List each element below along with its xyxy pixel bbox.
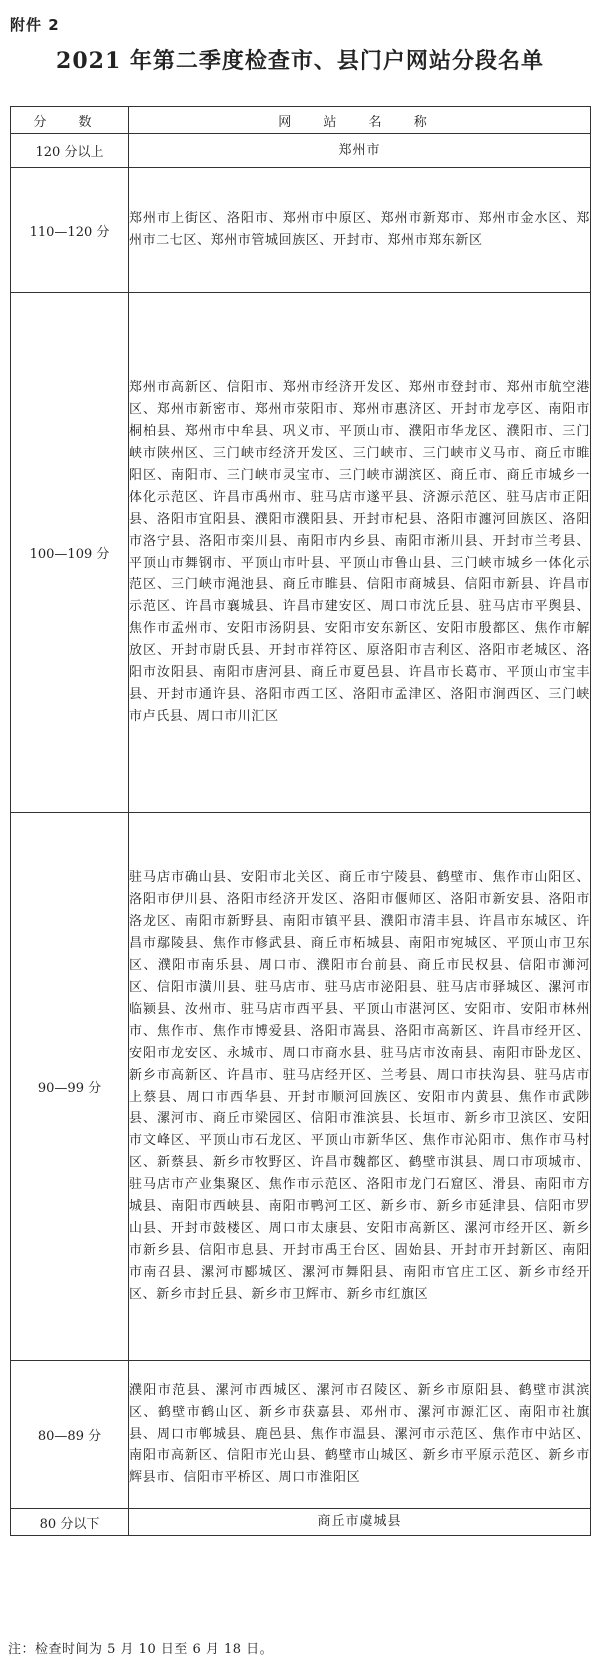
website-list-cell: 濮阳市范县、漯河市西城区、漯河市召陵区、新乡市原阳县、鹤壁市淇滨区、鹤壁市鹤山区、新乡市获嘉县、邓州市、漯河市源汇区、南阳市社旗县、周口市郸城县、鹿邑县、焦作市温县、漯河市示范区、焦作市中站区、南阳市高新区、信阳市光山县、鹤壁市山城区、新乡市平原示范区、新乡市辉县市、信阳市平桥区、周口市淮阳区 xyxy=(129,1361,591,1509)
document-title: 2021 年第二季度检查市、县门户网站分段名单 xyxy=(56,48,544,74)
footnote: 注：检查时间为 5 月 10 日至 6 月 18 日。 xyxy=(8,1642,274,1657)
table-header-row xyxy=(11,107,591,134)
attachment-label: 附件 2 xyxy=(10,16,60,34)
score-range-cell: 80 分以下 xyxy=(11,1509,129,1536)
score-range-cell: 110—120 分 xyxy=(11,168,129,293)
website-list-cell: 郑州市上街区、洛阳市、郑州市中原区、郑州市新郑市、郑州市金水区、郑州市二七区、郑州市管城回族区、开封市、郑州市郑东新区 xyxy=(129,168,591,293)
table-row xyxy=(11,1509,591,1536)
website-list-cell: 郑州市 xyxy=(129,134,591,168)
website-list-cell: 驻马店市确山县、安阳市北关区、商丘市宁陵县、鹤壁市、焦作市山阳区、洛阳市伊川县、洛阳市经济开发区、洛阳市偃师区、洛阳市新安县、洛阳市洛龙区、南阳市新野县、南阳市镇平县、濮阳市清丰县、许昌市东城区、许昌市鄢陵县、焦作市修武县、商丘市柘城县、南阳市宛城区、平顶山市卫东区、濮阳市南乐县、周口市、濮阳市台前县、商丘市民权县、信阳市浉河区、信阳市潢川县、驻马店市、驻马店市泌阳县、驻马店市驿城区、漯河市临颍县、汝州市、驻马店市西平县、平顶山市湛河区、安阳市、安阳市林州市、焦作市、焦作市博爱县、洛阳市嵩县、洛阳市高新区、许昌市经开区、安阳市龙安区、永城市、周口市商水县、驻马店市汝南县、南阳市卧龙区、新乡市高新区、许昌市、驻马店经开区、兰考县、周口市扶沟县、驻马店市上蔡县、周口市西华县、开封市顺河回族区、安阳市内黄县、焦作市武陟县、漯河市、商丘市梁园区、信阳市淮滨县、长垣市、新乡市卫滨区、安阳市文峰区、平顶山市石龙区、平顶山市新华区、焦作市沁阳市、焦作市马村区、新蔡县、新乡市牧野区、许昌市魏都区、鹤壁市淇县、周口市项城市、驻马店市产业集聚区、焦作市示范区、洛阳市龙门石窟区、滑县、南阳市方城县、南阳市西峡县、南阳市鸭河工区、新乡市、新乡市延津县、信阳市罗山县、开封市鼓楼区、周口市太康县、安阳市高新区、漯河市经开区、新乡市新乡县、信阳市息县、开封市禹王台区、固始县、开封市开封新区、南阳市南召县、漯河市郾城区、漯河市舞阳县、南阳市官庄工区、新乡市经开区、新乡市封丘县、新乡市卫辉市、新乡市红旗区 xyxy=(129,813,591,1361)
score-range-cell: 80—89 分 xyxy=(11,1361,129,1509)
score-column-header: 分 数 xyxy=(11,107,129,134)
score-range-cell: 120 分以上 xyxy=(11,134,129,168)
table-row xyxy=(11,293,591,813)
website-list-cell: 商丘市虞城县 xyxy=(129,1509,591,1536)
website-name-column-header: 网 站 名 称 xyxy=(129,107,591,134)
score-ranking-table xyxy=(10,106,591,1536)
website-list-cell: 郑州市高新区、信阳市、郑州市经济开发区、郑州市登封市、郑州市航空港区、郑州市新密市、郑州市荥阳市、郑州市惠济区、开封市龙亭区、南阳市桐柏县、郑州市中牟县、巩义市、平顶山市、濮阳市华龙区、濮阳市、三门峡市陕州区、三门峡市经济开发区、三门峡市、三门峡市义马市、商丘市睢阳区、南阳市、三门峡市灵宝市、三门峡市湖滨区、商丘市、商丘市城乡一体化示范区、许昌市禹州市、驻马店市遂平县、济源示范区、驻马店市正阳县、洛阳市宜阳县、濮阳市濮阳县、开封市杞县、洛阳市瀍河回族区、洛阳市洛宁县、洛阳市栾川县、南阳市内乡县、南阳市淅川县、开封市兰考县、平顶山市舞钢市、平顶山市叶县、平顶山市鲁山县、三门峡市城乡一体化示范区、三门峡市渑池县、商丘市睢县、信阳市商城县、信阳市新县、许昌市示范区、许昌市襄城县、许昌市建安区、周口市沈丘县、驻马店市平舆县、焦作市孟州市、安阳市汤阴县、安阳市安东新区、安阳市殷都区、焦作市解放区、开封市尉氏县、开封市祥符区、原洛阳市吉利区、洛阳市老城区、洛阳市汝阳县、南阳市唐河县、商丘市夏邑县、许昌市长葛市、平顶山市宝丰县、开封市通许县、洛阳市西工区、洛阳市孟津区、洛阳市涧西区、三门峡市卢氏县、周口市川汇区 xyxy=(129,293,591,813)
score-range-cell: 100—109 分 xyxy=(11,293,129,813)
score-range-cell: 90—99 分 xyxy=(11,813,129,1361)
table-row xyxy=(11,168,591,293)
table-row xyxy=(11,134,591,168)
table-row xyxy=(11,813,591,1361)
table-row xyxy=(11,1361,591,1509)
